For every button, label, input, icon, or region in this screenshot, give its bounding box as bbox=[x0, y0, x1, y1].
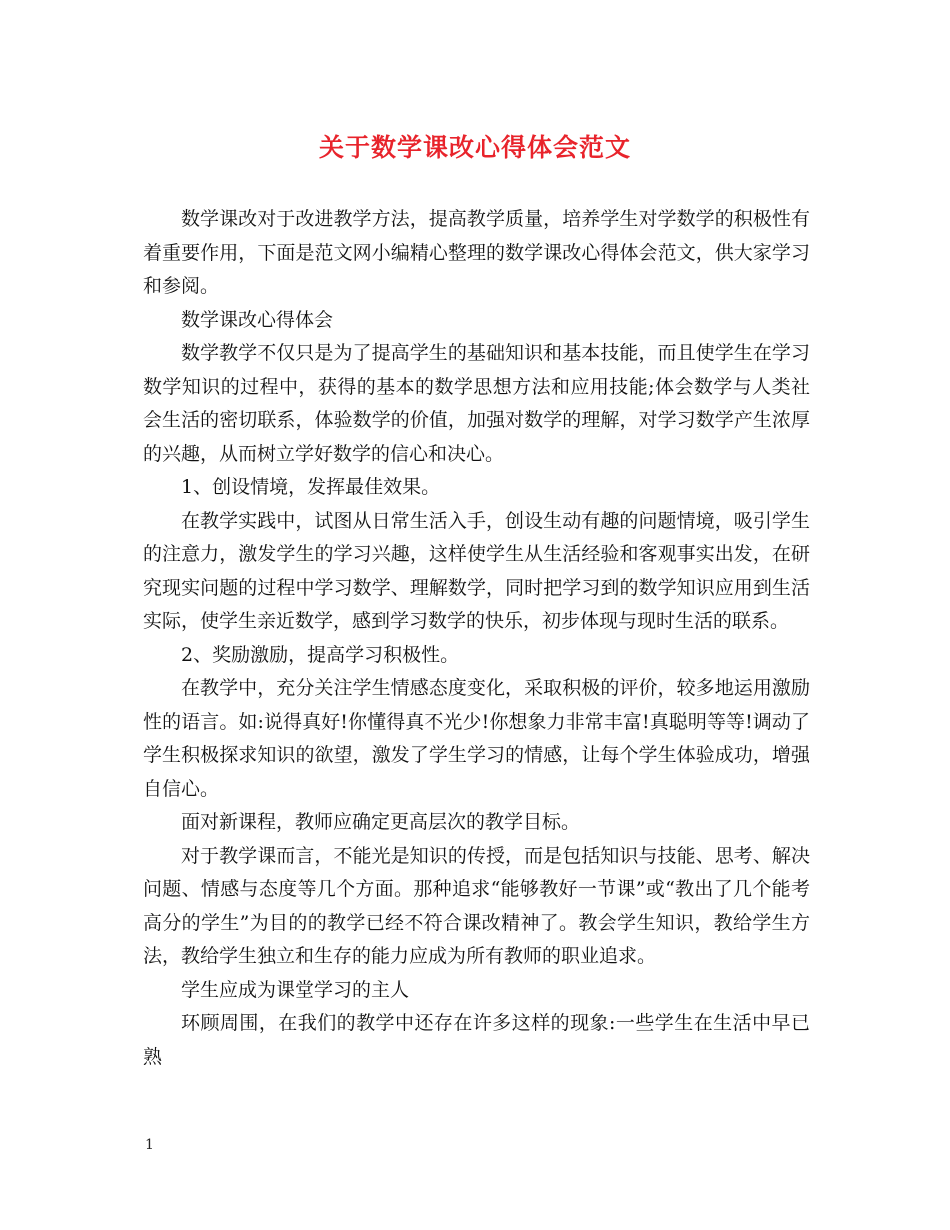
point-heading-1: 1、创设情境，发挥最佳效果。 bbox=[181, 476, 441, 498]
page-number: 1 bbox=[145, 1137, 154, 1153]
section-heading: 数学课改心得体会 bbox=[181, 308, 334, 331]
point-heading-2: 2、奖励激励，提高学习积极性。 bbox=[181, 643, 460, 666]
document-title: 关于数学课改心得体会范文 bbox=[318, 133, 631, 162]
section-heading: 学生应成为课堂学习的主人 bbox=[181, 978, 410, 1001]
paragraph: 对于教学课而言，不能光是知识的传授，而是包括知识与技能、思考、解决问题、情感与态度等几个方面。那种追求“能够教好一节课”或“教出了几个能考高分的学生”为目的的教学已经不符合课改精神了。教会学生知识，教给学生方法，教给学生独立和生存的能力应成为所有教师的职业追求。 bbox=[143, 844, 810, 967]
paragraph: 在教学中，充分关注学生情感态度变化，采取积极的评价，较多地运用激励性的语言。如:说得真好!你懂得真不光少!你想象力非常丰富!真聪明等等!调动了学生积极探求知识的欲望，激发了学生学习的情感，让每个学生体验成功，增强自信心。 bbox=[143, 677, 810, 800]
paragraph-intro: 数学课改对于改进教学方法，提高教学质量，培养学生对学数学的积极性有着重要作用，下面是范文网小编精心整理的数学课改心得体会范文，供大家学习和参阅。 bbox=[143, 208, 810, 297]
paragraph: 环顾周围，在我们的教学中还存在许多这样的现象:一些学生在生活中早已熟 bbox=[143, 1012, 810, 1068]
paragraph: 数学教学不仅只是为了提高学生的基础知识和基本技能，而且使学生在学习数学知识的过程中，获得的基本的数学思想方法和应用技能;体会数学与人类社会生活的密切联系，体验数学的价值，加强对数学的理解，对学习数学产生浓厚的兴趣，从而树立学好数学的信心和决心。 bbox=[143, 342, 810, 465]
paragraph: 在教学实践中，试图从日常生活入手，创设生动有趣的问题情境，吸引学生的注意力，激发学生的学习兴趣，这样使学生从生活经验和客观事实出发，在研究现实问题的过程中学习数学、理解数学，同时把学习到的数学知识应用到生活实际，使学生亲近数学，感到学习数学的快乐，初步体现与现时生活的联系。 bbox=[143, 509, 810, 632]
paragraph: 面对新课程，教师应确定更高层次的教学目标。 bbox=[181, 811, 581, 833]
document-body bbox=[143, 203, 810, 1074]
